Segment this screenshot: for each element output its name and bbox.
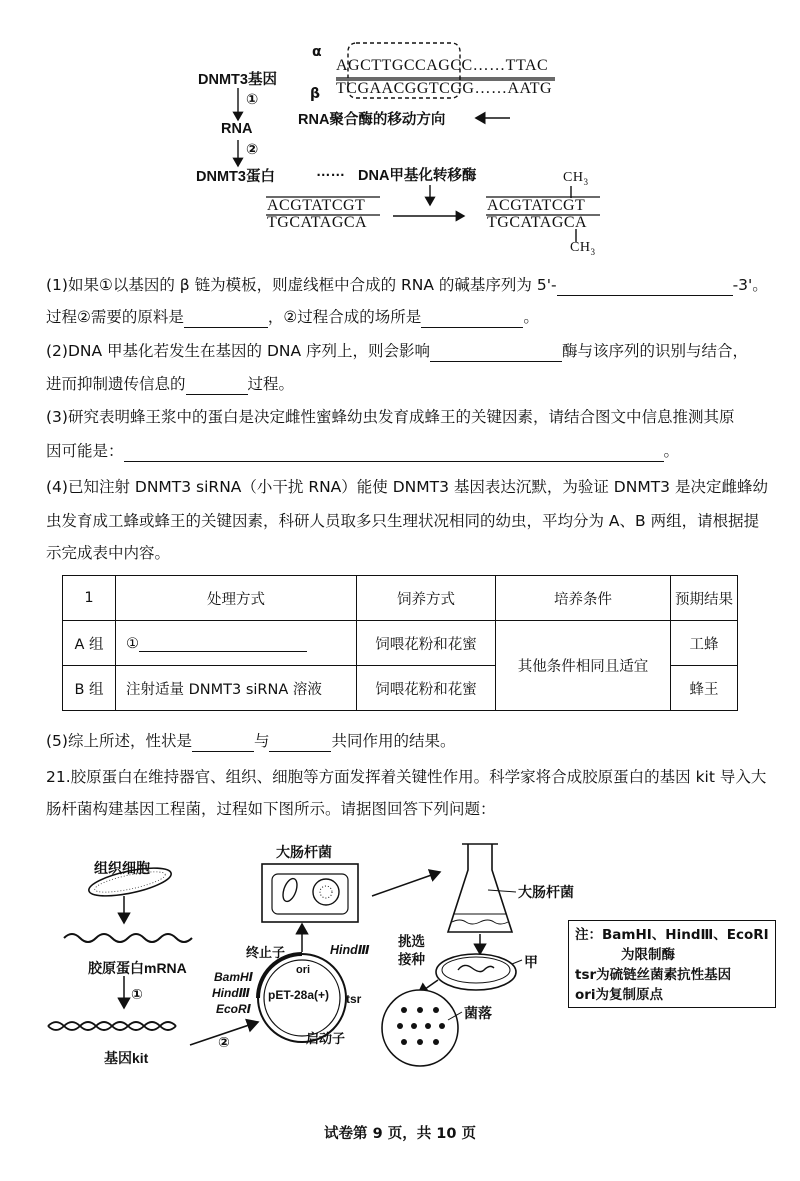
- tsr-label: tsr: [346, 992, 362, 1006]
- question-2-line1: (2)DNA 甲基化若发生在基因的 DNA 序列上，则会影响 酶与该序列的识别与结合，: [46, 342, 749, 360]
- rna-label: RNA: [221, 121, 253, 137]
- table-cell: 饲喂花粉和花蜜: [357, 621, 496, 666]
- step2-marker: ②: [246, 142, 259, 158]
- methyl-group-bottom: $CH_3$: [570, 240, 596, 257]
- select-label: 挑选: [398, 934, 425, 949]
- page-footer: 试卷第 9 页，共 10 页: [324, 1126, 476, 1142]
- dna-bottom-strand: TGCATAGCA: [267, 214, 368, 231]
- colony-label: 菌落: [464, 1005, 492, 1021]
- inoculate-label: 接种: [398, 952, 425, 967]
- dna-top-strand: ACGTATCGT: [267, 197, 366, 214]
- alpha-label: α: [312, 44, 322, 60]
- question-3-line2: 因可能是： 。: [46, 442, 680, 460]
- gene-kit-helix: [48, 1022, 176, 1030]
- experiment-table: [62, 575, 738, 711]
- rna-polymerase-direction: RNA聚合酶的移动方向: [298, 112, 446, 128]
- bamhi-label: BamHⅠ: [214, 970, 254, 984]
- table-cell: ①: [116, 621, 357, 666]
- ellipsis: ……: [316, 164, 345, 180]
- answer-blank[interactable]: [139, 635, 307, 652]
- hindiii-label: HindⅢ: [212, 986, 251, 1000]
- table-cell: 蜂王: [671, 666, 738, 711]
- table-cell: 其他条件相同且适宜: [496, 621, 671, 711]
- note-line: 为限制酶: [621, 947, 675, 963]
- promoter-label: 启动子: [306, 1031, 346, 1046]
- dish-jia-label: 甲: [524, 954, 538, 970]
- answer-blank[interactable]: [557, 279, 733, 296]
- gene-label: DNMT3基因: [198, 72, 277, 88]
- answer-blank[interactable]: [430, 345, 562, 362]
- petri-dish-shape: [436, 954, 516, 990]
- methylation-diagram: [0, 0, 800, 270]
- mrna-wave: [64, 934, 192, 942]
- step1-marker: ①: [246, 92, 259, 108]
- question-4-line1: (4)已知注射 DNMT3 siRNA（小干扰 RNA）能使 DNMT3 基因表达沉默，为验证 DNMT3 是决定雌蜂幼: [46, 478, 768, 496]
- enzyme-label: DNA甲基化转移酶: [358, 168, 477, 184]
- tissue-cell-label: 组织细胞: [94, 860, 150, 876]
- alpha-sequence: AGCTTGCCAGCC……TTAC: [336, 57, 549, 74]
- answer-blank[interactable]: [184, 311, 268, 328]
- terminator-label: 终止子: [246, 945, 286, 960]
- beta-label: β: [310, 86, 321, 102]
- question-1-line1: (1)如果①以基因的 β 链为模板，则虚线框中合成的 RNA 的碱基序列为 5'- -3'。: [46, 276, 768, 294]
- note-box: [568, 920, 776, 1008]
- ori-label: ori: [296, 964, 311, 976]
- plasmid-label: pET-28a(+): [268, 988, 330, 1002]
- methylated-bottom-strand: TGCATAGCA: [487, 214, 588, 231]
- table-row: [63, 621, 738, 666]
- table-header: 处理方式: [116, 576, 357, 621]
- flask-shape: [448, 844, 512, 932]
- table-header: 预期结果: [671, 576, 738, 621]
- question-21-line1: 21.胶原蛋白在维持器官、组织、细胞等方面发挥着关键性作用。科学家将合成胶原蛋白的基因 kit 导入大: [46, 768, 767, 786]
- question-1-line2: 过程②需要的原料是 ，②过程合成的场所是 。: [46, 308, 539, 326]
- table-cell: A 组: [63, 621, 116, 666]
- table-header: 1: [63, 576, 116, 621]
- beta-sequence: TCGAACGGTCGG……AATG: [336, 80, 553, 97]
- table-header: 饲养方式: [357, 576, 496, 621]
- methylated-top-strand: ACGTATCGT: [487, 197, 586, 214]
- step2-marker-2: ②: [218, 1034, 230, 1050]
- question-5: (5)综上所述，性状是 与 共同作用的结果。: [46, 732, 456, 750]
- question-4-line2: 虫发育成工蜂或蜂王的关键因素，科研人员取多只生理状况相同的幼虫，平均分为 A、B 两组，请根据提: [46, 512, 760, 530]
- ecori-label: EcoRⅠ: [216, 1002, 252, 1016]
- ecoli-box: [262, 864, 358, 922]
- question-4-line3: 示完成表中内容。: [46, 544, 171, 562]
- question-3-line1: (3)研究表明蜂王浆中的蛋白是决定雌性蜜蜂幼虫发育成蜂王的关键因素，请结合图文中信息推测其原: [46, 408, 735, 426]
- answer-blank[interactable]: [421, 311, 523, 328]
- note-line: 注：BamHⅠ、HindⅢ、EcoRⅠ: [575, 927, 769, 943]
- question-2-line2: 进而抑制遗传信息的 过程。: [46, 375, 295, 393]
- note-line: ori为复制原点: [575, 987, 664, 1003]
- table-cell: B 组: [63, 666, 116, 711]
- table-header-row: [63, 576, 738, 621]
- table-cell: 注射适量 DNMT3 siRNA 溶液: [116, 666, 357, 711]
- answer-blank[interactable]: [186, 378, 248, 395]
- mrna-label: 胶原蛋白mRNA: [88, 960, 187, 976]
- question-21-line2: 肠杆菌构建基因工程菌，过程如下图所示。请据图回答下列问题：: [46, 800, 496, 818]
- table-cell: 工蜂: [671, 621, 738, 666]
- colony-plate: [382, 990, 458, 1066]
- table-header: 培养条件: [496, 576, 671, 621]
- ecoli-flask-label: 大肠杆菌: [518, 884, 574, 900]
- answer-blank[interactable]: [192, 735, 254, 752]
- ecoli-label-top: 大肠杆菌: [276, 844, 332, 860]
- methyl-group-top: $CH_3$: [563, 170, 589, 187]
- answer-blank[interactable]: [269, 735, 331, 752]
- gene-kit-label: 基因kit: [104, 1050, 149, 1066]
- answer-blank[interactable]: [124, 445, 664, 462]
- note-line: tsr为硫链丝菌素抗性基因: [575, 967, 732, 983]
- table-cell: 饲喂花粉和花蜜: [357, 666, 496, 711]
- step1-marker-2: ①: [131, 986, 143, 1002]
- protein-label: DNMT3蛋白: [196, 169, 275, 185]
- hindiii-top-label: HindⅢ: [330, 943, 370, 957]
